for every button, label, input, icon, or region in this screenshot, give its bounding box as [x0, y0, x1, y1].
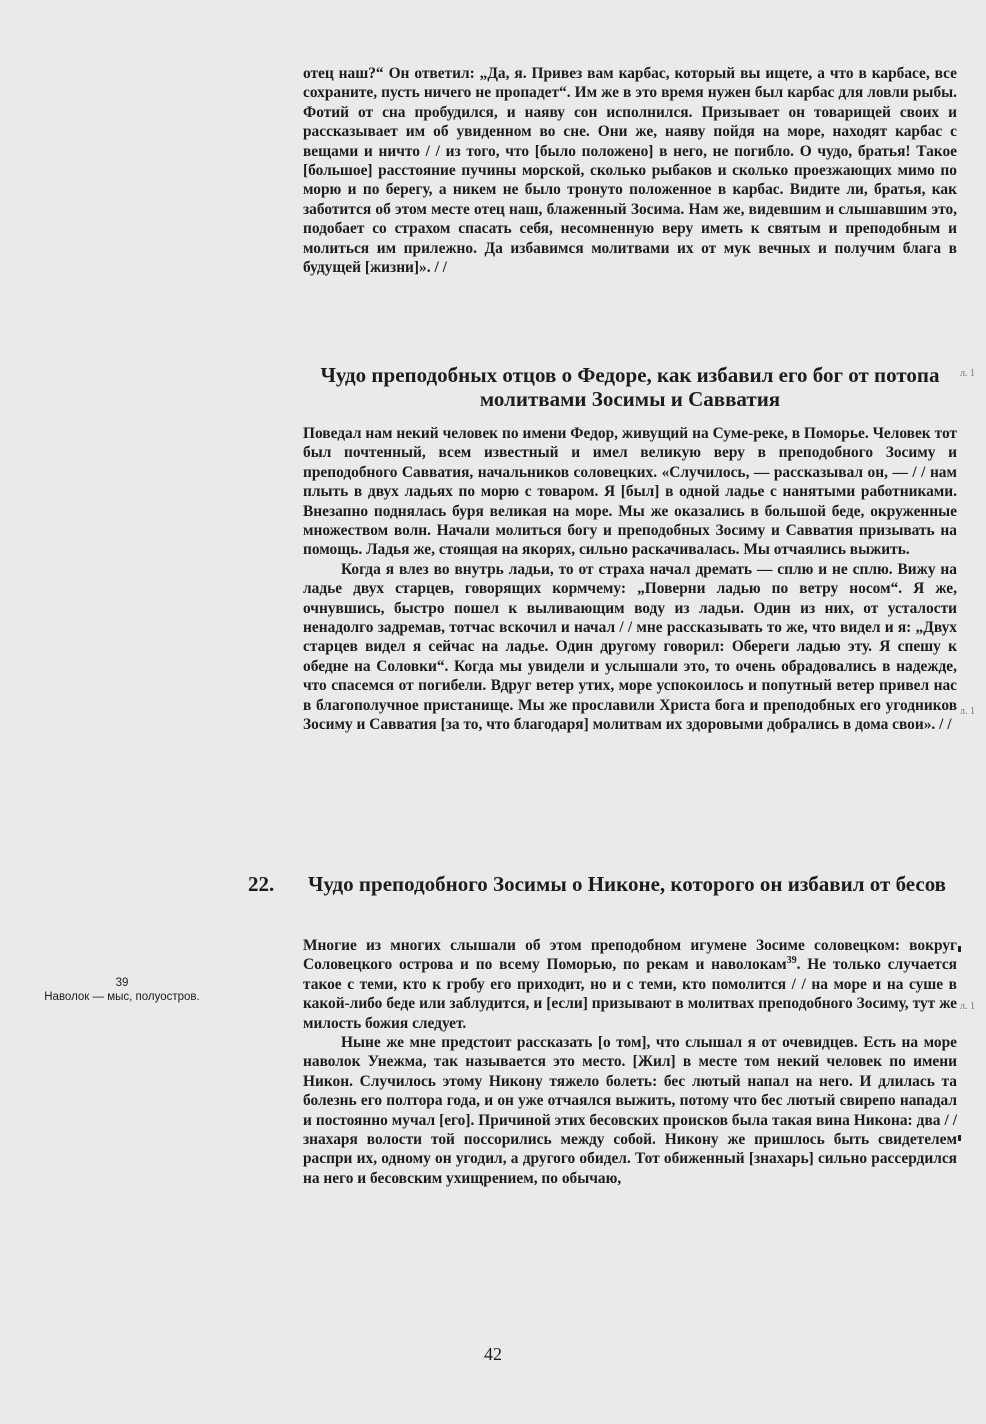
section-heading-fedor: Чудо преподобных отцов о Федоре, как избавил его бог от потопа молитвами Зосимы и Савватия [320, 363, 940, 411]
paragraph [303, 936, 957, 1033]
text-run: . Не только случается такое с теми, кто к гробу его приходит, но и с теми, кто помолится / / на море и на суше в какой-либо беде или заблудится, и [если] призывают в молитвах преподобного Зосиму, тут же милость божия следует. [303, 956, 957, 1032]
paragraph: Ныне же мне предстоит рассказать [о том], что слышал я от очевидцев. Есть на море наволок Унежма, так называется это место. [Жил] в месте том некий человек по имени Никон. Случилось этому Никону тяжело болеть: бес лютый напал на него. И длилась та болезнь его полтора года, и он уже отчаялся выжить, потому что бес лютый свирепо нападал и постоянно мучал [его]. Причиной этих бесовских происков была такая вина Никона: два / / знахаря волости той поссорились между собой. Никону же пришлось быть свидетелем распри их, одному он угодил, а другого обидел. Тот обиженный [знахарь] сильно рассердился на него и бесовским ухищрением, по обычаю, [303, 1034, 957, 1187]
section-number: 22. [248, 872, 275, 896]
footnote-text: Наволок — мыс, полуостров. [44, 991, 200, 1003]
section-fedor-body [303, 424, 957, 735]
top-paragraph-block [303, 64, 957, 277]
footnote [22, 976, 222, 1004]
footnote-number: 39 [115, 977, 129, 989]
page-number: 42 [484, 1344, 502, 1364]
footnote-ref: 39 [786, 955, 797, 967]
section-heading-nikon: Чудо преподобного Зосимы о Никоне, которого он избавил от бесов [307, 872, 947, 896]
paragraph: отец наш?“ Он ответил: „Да, я. Привез вам карбас, который вы ищете, а что в карбасе, все сохраните, пусть ничего не пропадет“. Им же в это время нужен был карбас для ловли рыбы. Фотий от сна пробудился, и наяву сон исполнился. Призывает он товарищей своих и рассказывает им об увиденном во сне. Они же, наяву пойдя на море, находят карбас с вещами и ничто / / из того, что [было положено] в него, не погибло. О чудо, братья! Такое [большое] расстояние пучины морской, сколько рыбаков и сколько проезжающих мимо по морю и по берегу, а никем не было тронуто положенное в карбас. Видите ли, братья, как заботится об этом месте отец наш, блаженный Зосима. Нам же, видевшим и слышавшим это, подобает со страхом спасать себя, несомненную веру иметь к святым и преподобным и молиться им прилежно. Да избавимся молитвами их от мук вечных и получим блага в будущей [жизни]». / / [303, 65, 957, 277]
paragraph: Поведал нам некий человек по имени Федор, живущий на Суме-реке, в Поморье. Человек тот был почтенный, всем известный и имел великую веру в преподобного Зосиму и преподобного Савватия, начальников соловецких. «Случилось, — рассказывал он, — / / нам плыть в двух ладьях по морю с товаром. Я [был] в одной ладье с нанятыми работниками. Внезапно поднялась буря великая на море. Мы же оказались в большой беде, окруженные множеством волн. Начали молиться богу и преподобных Зосиму и Савватия призывать на помощь. Ладья же, стоящая на якорях, сильно раскачивалась. Мы отчаялись выжить. [303, 425, 957, 559]
margin-speck [958, 946, 961, 952]
margin-speck [958, 1135, 961, 1141]
margin-folio-mark: л. 1 [960, 1001, 975, 1012]
margin-folio-mark: л. 1 [960, 706, 975, 717]
section-nikon-body [303, 936, 957, 1188]
paragraph: Когда я влез во внутрь ладьи, то от страха начал дремать — сплю и не сплю. Вижу на ладье двух старцев, говорящих кормчему: „Поверни ладью по ветру носом“. Я же, очнувшись, быстро пошел к выливающим воду из ладьи. Один из них, от усталости ненадолго задремав, тотчас вскочил и начал / / мне рассказывать то же, что видел и я: „Двух старцев видел я сейчас на ладье. Один другому говорил: Обереги ладью эту. Я спешу к обедне на Соловки“. Когда мы увидели и услышали это, то очень обрадовались в надежде, что спасемся от погибели. Вдруг ветер утих, море успокоилось и попутный ветер привел нас в благополучное пристанище. Мы же прославили Христа бога и преподобных его угодников Зосиму и Савватия [за то, что благодаря] молитвам их здоровыми добрались в дома свои». / / [303, 560, 957, 734]
text-run: Многие из многих слышали об этом преподобном игумене Зосиме соловецком: вокруг Соловецкого острова и по всему Поморью, по рекам и наволокам [303, 937, 957, 974]
margin-folio-mark: л. 1 [960, 368, 975, 379]
